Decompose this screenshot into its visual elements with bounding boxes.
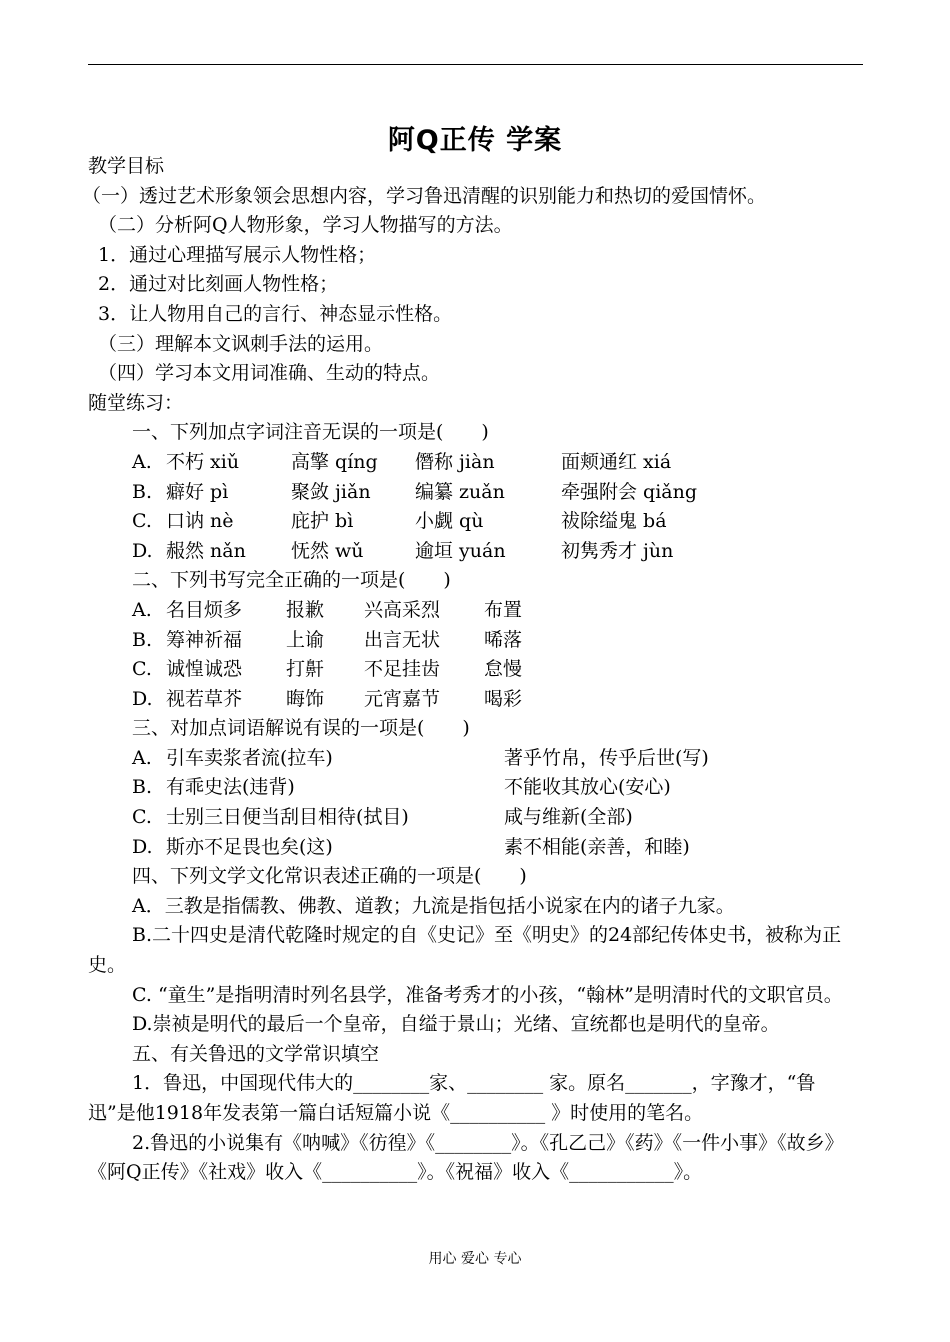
goal-3: （三）理解本文讽刺手法的运用。	[98, 332, 384, 355]
question-4-option-a: A．三教是指儒教、佛教、道教；九流是指包括小说家在内的诸子九家。	[132, 894, 735, 917]
question-3-option-a	[88, 744, 863, 774]
question-4-option-d: D.崇祯是明代的最后一个皇帝，自缢于景山；光绪、宣统都也是明代的皇帝。	[132, 1013, 780, 1036]
question-4-stem: 四、下列文学文化常识表述正确的一项是( )	[132, 865, 527, 888]
option-item: 癖好 pì	[166, 480, 229, 503]
option-item: 不能收其放心(安心)	[504, 776, 671, 799]
option-item: 赧然 nǎn	[166, 539, 246, 562]
option-item: 喝彩	[484, 687, 523, 710]
option-item: 唏落	[484, 628, 523, 651]
option-item: 不朽 xiǔ	[166, 450, 240, 473]
question-5-stem: 五、有关鲁迅的文学常识填空	[132, 1042, 380, 1065]
option-item: 不足挂齿	[364, 658, 441, 681]
option-item: 祓除缢鬼 bá	[561, 510, 667, 533]
option-item: 聚敛 jiǎn	[291, 480, 371, 503]
question-2-option-d	[88, 685, 863, 715]
goal-1: （一）透过艺术形象领会思想内容，学习鲁迅清醒的识别能力和热切的爱国情怀。	[82, 184, 767, 207]
question-5-item-1: 1．鲁迅，中国现代伟大的________家、________ 家。原名_______，字豫才，“鲁迅”是他1918年发表第一篇白话短篇小说《__________ 》时使用的笔名。	[88, 1072, 816, 1124]
option-item: 怠慢	[484, 658, 523, 681]
question-3-option-b	[88, 773, 863, 803]
option-item: 著乎竹帛，传乎后世(写)	[504, 746, 709, 769]
option-item: 打鼾	[286, 658, 325, 681]
option-item: 逾垣 yuán	[415, 539, 506, 562]
option-item: 小觑 qù	[415, 510, 484, 533]
option-label: C.	[132, 806, 152, 829]
option-item: 庇护 bì	[291, 510, 354, 533]
option-label: A.	[132, 598, 152, 621]
option-item: 士别三日便当刮目相待(拭目)	[166, 806, 409, 829]
question-2-option-b	[88, 626, 863, 656]
option-item: 咸与维新(全部)	[504, 806, 633, 829]
question-1-option-d	[88, 537, 863, 567]
option-item: 斯亦不足畏也矣(这)	[166, 835, 333, 858]
goal-2-sub-1: 1．通过心理描写展示人物性格；	[98, 243, 377, 266]
option-item: 素不相能(亲善，和睦)	[504, 835, 690, 858]
option-label: D.	[132, 539, 153, 562]
option-label: D.	[132, 687, 153, 710]
document-body	[82, 152, 863, 1188]
question-4-option-b: B.二十四史是清代乾隆时规定的自《史记》至《明史》的24部纪传体史书，被称为正史。	[88, 924, 842, 977]
option-item: 僭称 jiàn	[415, 450, 495, 473]
goal-4: （四）学习本文用词准确、生动的特点。	[98, 362, 441, 385]
option-item: 怃然 wǔ	[291, 539, 364, 562]
option-label: A.	[132, 450, 152, 473]
option-label: C.	[132, 658, 152, 681]
option-item: 口讷 nè	[166, 510, 234, 533]
option-item: 诚惶诚恐	[166, 658, 243, 681]
option-item: 晦饰	[286, 687, 325, 710]
goal-2: （二）分析阿Q人物形象，学习人物描写的方法。	[98, 214, 513, 237]
option-label: B.	[132, 776, 153, 799]
document-title: 阿Q正传 学案	[387, 125, 563, 156]
option-item: 布置	[484, 598, 523, 621]
question-3-stem: 三、对加点词语解说有误的一项是( )	[132, 717, 470, 740]
question-2-stem: 二、下列书写完全正确的一项是( )	[132, 569, 451, 592]
option-item: 上谕	[286, 628, 325, 651]
option-item: 筹神祈福	[166, 628, 243, 651]
option-label: A.	[132, 746, 152, 769]
option-item: 引车卖浆者流(拉车)	[166, 746, 333, 769]
option-label: C.	[132, 510, 152, 533]
option-item: 元宵嘉节	[364, 687, 441, 710]
goal-2-sub-2: 2．通过对比刻画人物性格；	[98, 273, 339, 296]
option-item: 面颊通红 xiá	[561, 450, 672, 473]
question-1-option-c	[88, 507, 863, 537]
option-item: 高擎 qíng	[291, 450, 378, 473]
question-5-item-2: 2.鲁迅的小说集有《呐喊》《彷徨》《________》。《孔乙己》《药》《一件小事》《故乡》《阿Q正传》《社戏》收入《__________》。《祝福》收入《___________》。	[88, 1131, 844, 1184]
option-label: B.	[132, 480, 153, 503]
goals-heading: 教学目标	[88, 155, 165, 177]
option-item: 报歉	[286, 598, 325, 621]
option-item: 出言无状	[364, 628, 441, 651]
question-4-option-c: C. “童生”是指明清时列名县学，准备考秀才的小孩，“翰林”是明清时代的文职官员。	[132, 983, 843, 1006]
question-1-option-a	[88, 448, 863, 478]
option-item: 有乖史法(违背)	[166, 776, 295, 799]
header-rule	[88, 64, 863, 65]
option-item: 编纂 zuǎn	[415, 480, 505, 503]
option-item: 牵强附会 qiǎng	[561, 480, 698, 503]
question-1-option-b	[88, 478, 863, 508]
option-item: 兴高采烈	[364, 598, 441, 621]
practice-heading: 随堂练习：	[88, 391, 184, 414]
option-item: 视若草芥	[166, 687, 243, 710]
option-label: D.	[132, 835, 153, 858]
option-item: 初隽秀才 jùn	[561, 539, 674, 562]
page-footer: 用心 爱心 专心	[428, 1251, 522, 1267]
question-2-option-a	[88, 596, 863, 626]
question-3-option-d	[88, 833, 863, 863]
option-label: B.	[132, 628, 153, 651]
question-3-option-c	[88, 803, 863, 833]
question-1-stem: 一、下列加点字词注音无误的一项是( )	[132, 421, 489, 444]
question-2-option-c	[88, 655, 863, 685]
goal-2-sub-3: 3．让人物用自己的言行、神态显示性格。	[98, 302, 453, 325]
option-item: 名目烦多	[166, 598, 243, 621]
